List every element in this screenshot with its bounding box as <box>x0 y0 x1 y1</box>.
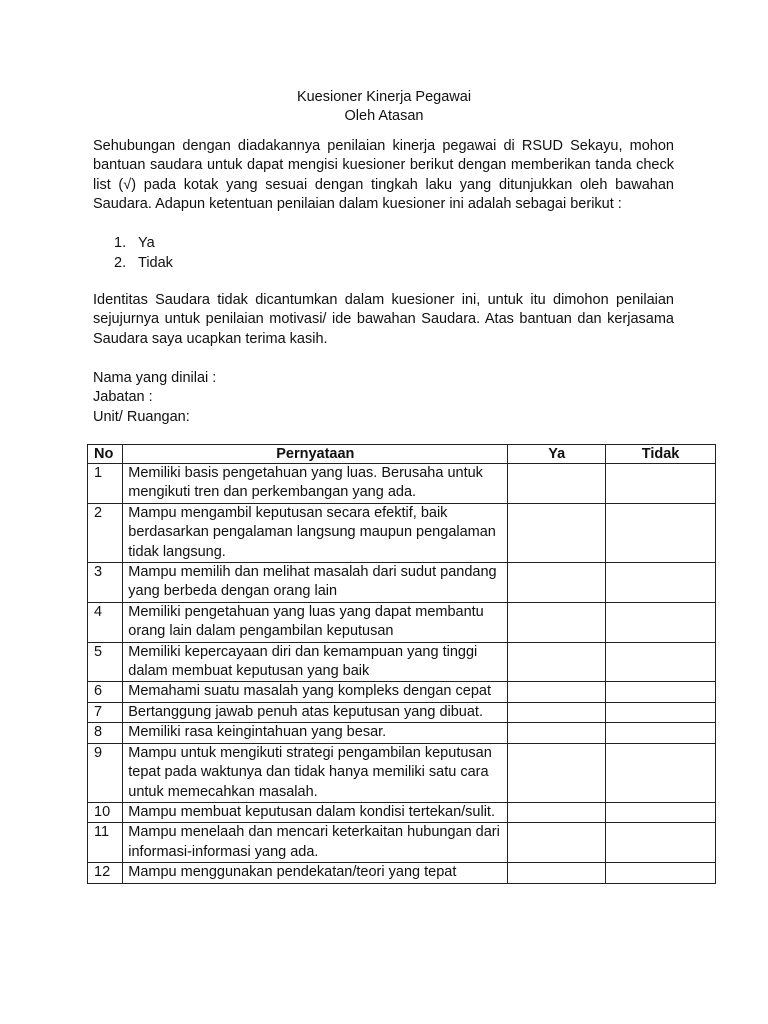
yes-checkbox-cell[interactable] <box>508 802 606 822</box>
option-label: Ya <box>138 235 155 251</box>
option-number: 1. <box>114 235 127 251</box>
row-statement: Memiliki rasa keingintahuan yang besar. <box>123 723 508 743</box>
title-line-1: Kuesioner Kinerja Pegawai <box>296 89 472 105</box>
header-yes: Ya <box>508 445 606 464</box>
table-row <box>88 503 716 562</box>
row-number: 9 <box>88 743 123 802</box>
name-field-label: Nama yang dinilai : <box>93 370 217 386</box>
no-checkbox-cell[interactable] <box>606 642 716 682</box>
row-number: 2 <box>88 503 123 562</box>
table-row <box>88 823 716 863</box>
no-checkbox-cell[interactable] <box>606 702 716 722</box>
yes-checkbox-cell[interactable] <box>508 863 606 883</box>
row-statement: Mampu menelaah dan mencari keterkaitan hubungan dari informasi-informasi yang ada. <box>123 823 508 863</box>
table-row <box>88 682 716 702</box>
row-number: 5 <box>88 642 123 682</box>
header-no-answer: Tidak <box>606 445 716 464</box>
yes-checkbox-cell[interactable] <box>508 642 606 682</box>
unit-field-label: Unit/ Ruangan: <box>93 408 190 425</box>
no-checkbox-cell[interactable] <box>606 823 716 863</box>
header-statement: Pernyataan <box>123 445 508 464</box>
table-row <box>88 642 716 682</box>
row-number: 8 <box>88 723 123 743</box>
confidentiality-paragraph: Identitas Saudara tidak dicantumkan dalam kuesioner ini, untuk itu dimohon penilaian sejujurnya untuk penilaian motivasi/ ide bawahan Saudara. Atas bantuan dan kerjasama Saudara saya ucapkan terima kasih. <box>93 292 674 347</box>
table-row <box>88 702 716 722</box>
yes-checkbox-cell[interactable] <box>508 723 606 743</box>
identity-fields <box>93 369 216 427</box>
no-checkbox-cell[interactable] <box>606 743 716 802</box>
no-checkbox-cell[interactable] <box>606 682 716 702</box>
row-number: 12 <box>88 863 123 883</box>
table-row <box>88 723 716 743</box>
yes-checkbox-cell[interactable] <box>508 464 606 504</box>
no-checkbox-cell[interactable] <box>606 802 716 822</box>
table-row <box>88 464 716 504</box>
row-statement: Memiliki basis pengetahuan yang luas. Berusaha untuk mengikuti tren dan perkembangan yang ada. <box>123 464 508 504</box>
yes-checkbox-cell[interactable] <box>508 563 606 603</box>
row-statement: Mampu membuat keputusan dalam kondisi tertekan/sulit. <box>123 802 508 822</box>
rating-options-list <box>114 233 173 273</box>
row-statement: Bertanggung jawab penuh atas keputusan yang dibuat. <box>123 702 508 722</box>
title-line-2: Oleh Atasan <box>344 108 424 124</box>
yes-checkbox-cell[interactable] <box>508 503 606 562</box>
intro-paragraph <box>93 137 674 215</box>
no-checkbox-cell[interactable] <box>606 464 716 504</box>
table-row <box>88 743 716 802</box>
yes-checkbox-cell[interactable] <box>508 602 606 642</box>
option-label: Tidak <box>138 255 173 271</box>
no-checkbox-cell[interactable] <box>606 863 716 883</box>
header-no: No <box>88 445 123 464</box>
row-number: 1 <box>88 464 123 504</box>
yes-checkbox-cell[interactable] <box>508 823 606 863</box>
row-number: 7 <box>88 702 123 722</box>
row-statement: Mampu untuk mengikuti strategi pengambilan keputusan tepat pada waktunya dan tidak hanya memiliki satu cara untuk memecahkan masalah. <box>123 743 508 802</box>
row-number: 11 <box>88 823 123 863</box>
row-statement: Mampu mengambil keputusan secara efektif, baik berdasarkan pengalaman langsung maupun pengalaman tidak langsung. <box>123 503 508 562</box>
questionnaire-table <box>87 444 716 884</box>
no-checkbox-cell[interactable] <box>606 602 716 642</box>
option-item <box>114 233 173 253</box>
row-number: 6 <box>88 682 123 702</box>
option-item <box>114 253 173 273</box>
row-statement: Memiliki pengetahuan yang luas yang dapat membantu orang lain dalam pengambilan keputusan <box>123 602 508 642</box>
table-row <box>88 602 716 642</box>
position-field-label: Jabatan : <box>93 389 153 406</box>
row-statement: Memiliki kepercayaan diri dan kemampuan yang tinggi dalam membuat keputusan yang baik <box>123 642 508 682</box>
intro-text: Sehubungan dengan diadakannya penilaian kinerja pegawai di RSUD Sekayu, mohon bantuan saudara untuk dapat mengisi kuesioner berikut dengan memberikan tanda check list (√) pada kotak yang sesuai dengan tingkah laku yang ditunjukkan oleh bawahan Saudara. Adapun ketentuan penilaian dalam kuesioner ini adalah sebagai berikut : <box>93 138 674 213</box>
option-number: 2. <box>114 255 127 271</box>
table-header-row <box>88 445 716 464</box>
row-number: 4 <box>88 602 123 642</box>
yes-checkbox-cell[interactable] <box>508 702 606 722</box>
no-checkbox-cell[interactable] <box>606 563 716 603</box>
row-statement: Memahami suatu masalah yang kompleks dengan cepat <box>123 682 508 702</box>
no-checkbox-cell[interactable] <box>606 503 716 562</box>
document-title <box>0 88 768 126</box>
row-number: 10 <box>88 802 123 822</box>
row-statement: Mampu menggunakan pendekatan/teori yang tepat <box>123 863 508 883</box>
table-row <box>88 863 716 883</box>
table-row <box>88 563 716 603</box>
row-statement: Mampu memilih dan melihat masalah dari sudut pandang yang berbeda dengan orang lain <box>123 563 508 603</box>
no-checkbox-cell[interactable] <box>606 723 716 743</box>
row-number: 3 <box>88 563 123 603</box>
yes-checkbox-cell[interactable] <box>508 743 606 802</box>
yes-checkbox-cell[interactable] <box>508 682 606 702</box>
table-row <box>88 802 716 822</box>
